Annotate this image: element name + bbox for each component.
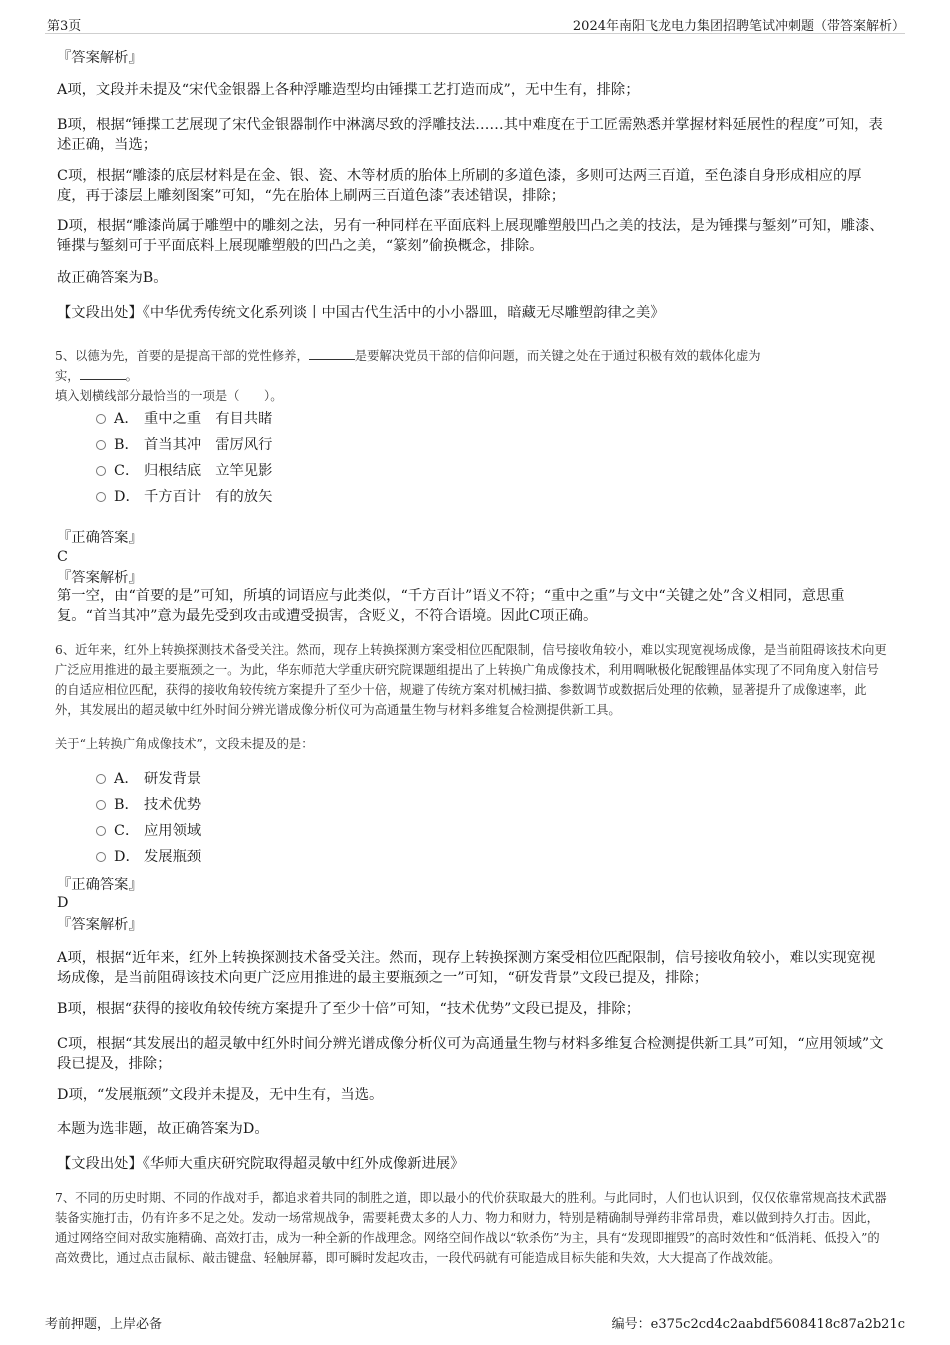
- radio-icon[interactable]: [96, 826, 106, 836]
- option-word-1: 重中之重: [144, 411, 202, 427]
- q5-stem-text-1: 5、以德为先，首要的是提高干部的党性修养，: [55, 349, 309, 363]
- radio-icon[interactable]: [96, 492, 106, 502]
- option-word-2: 有的放矢: [215, 489, 273, 505]
- q6-analysis-b: B项，根据“获得的接收角较传统方案提升了至少十倍”可知，“技术优势”文段已提及，排除；: [57, 1001, 641, 1017]
- option-word-1: 千方百计: [144, 489, 202, 505]
- radio-icon[interactable]: [96, 774, 106, 784]
- q5-answer: C: [57, 549, 68, 565]
- q6-analysis-label: 『答案解析』: [57, 917, 143, 933]
- q5-option-a[interactable]: [96, 409, 272, 429]
- option-word-1: 归根结底: [144, 463, 202, 479]
- q5-stem-text-2: 是要解决党员干部的信仰问题，而关键之处在于通过积极有效的载体化虚为: [354, 349, 761, 363]
- q6-answer-label: 『正确答案』: [57, 877, 143, 893]
- q6-option-a[interactable]: [96, 769, 201, 789]
- q4-analysis-b: B项，根据“锤揲工艺展现了宋代金银器制作中淋漓尽致的浮雕技法……其中难度在于工匠需熟悉并掌握材料延展性的程度”可知，表述正确，当选；: [57, 117, 883, 153]
- radio-icon[interactable]: [96, 414, 106, 424]
- q6-option-b[interactable]: [96, 795, 201, 815]
- document-title: 2024年南阳飞龙电力集团招聘笔试冲刺题（带答案解析）: [572, 19, 905, 34]
- q5-analysis-label: 『答案解析』: [57, 570, 143, 586]
- option-letter: C．: [114, 823, 140, 839]
- option-word-2: 雷厉风行: [215, 437, 273, 453]
- footer-slogan: 考前押题，上岸必备: [45, 1317, 163, 1332]
- option-letter: B．: [114, 797, 139, 813]
- q6-option-c[interactable]: [96, 821, 201, 841]
- q6-source: 【文段出处】《华师大重庆研究院取得超灵敏中红外成像新进展》: [57, 1156, 465, 1172]
- q4-analysis-c: C项，根据“雕漆的底层材料是在金、银、瓷、木等材质的胎体上所刷的多道色漆，多则可达两三百道，至色漆自身形成相应的厚度，再于漆层上雕刻图案”可知，“先在胎体上刷两三百道色漆”表述错误，排除；: [57, 168, 862, 204]
- q5-option-d[interactable]: [96, 487, 272, 507]
- q4-conclusion: 故正确答案为B。: [57, 270, 168, 286]
- q5-blank-2: [80, 367, 126, 380]
- q5-option-c[interactable]: [96, 461, 272, 481]
- option-text: 应用领域: [144, 823, 202, 839]
- q6-answer: D: [57, 895, 69, 911]
- q5-stem-text-3: 实，: [55, 369, 80, 383]
- q7-stem: 7、不同的历史时期、不同的作战对手，都追求着共同的制胜之道，即以最小的代价获取最大的胜利。与此同时，人们也认识到，仅仅依靠常规高技术武器装备实施打击，仍有许多不足之处。发动一场常规战争，需要耗费太多的人力、物力和财力，特别是精确制导弹药非常昂贵，难以做到持久打击。因此，通过网络空间对敌实施精确、高效打击，成为一种全新的作战理念。网络空间作战以“软杀伤”为主，具有“发现即摧毁”的高时效性和“低消耗、低投入”的高效费比，通过点击鼠标、敲击键盘、轻触屏幕，即可瞬时发起攻击，一段代码就有可能造成目标失能和失效，大大提高了作战效能。: [55, 1191, 887, 1265]
- q4-analysis-label: 『答案解析』: [57, 50, 143, 66]
- radio-icon[interactable]: [96, 800, 106, 810]
- q5-blank-1: [309, 347, 355, 360]
- q5-stem: [55, 346, 888, 386]
- q6-option-d[interactable]: [96, 847, 201, 867]
- option-text: 技术优势: [144, 797, 202, 813]
- radio-icon[interactable]: [96, 440, 106, 450]
- option-letter: D．: [114, 849, 140, 865]
- option-word-2: 有目共睹: [215, 411, 273, 427]
- option-letter: A．: [114, 771, 139, 787]
- footer-id: 编号：e375c2cd4c2aabdf5608418c87a2b21c: [611, 1317, 905, 1332]
- option-letter: D．: [114, 489, 140, 505]
- radio-icon[interactable]: [96, 852, 106, 862]
- option-letter: A．: [114, 411, 139, 427]
- q6-analysis-d: D项，“发展瓶颈”文段并未提及，无中生有，当选。: [57, 1087, 384, 1103]
- q6-stem: 6、近年来，红外上转换探测技术备受关注。然而，现存上转换探测方案受相位匹配限制，信号接收角较小，难以实现宽视场成像，是当前阻碍该技术向更广泛应用推进的最主要瓶颈之一。为此，华东师范大学重庆研究院课题组提出了上转换广角成像技术，利用啁啾极化铌酸锂晶体实现了不同角度入射信号的自适应相位匹配，获得的接收角较传统方案提升了至少十倍，规避了传统方案对机械扫描、参数调节或数据后处理的依赖，显著提升了成像速率，此外，其发展出的超灵敏中红外时间分辨光谱成像分析仪可为高通量生物与材料多维复合检测提供新工具。: [55, 643, 887, 717]
- option-letter: B．: [114, 437, 139, 453]
- q5-prompt: 填入划横线部分最恰当的一项是（ ）。: [55, 389, 283, 403]
- option-word-1: 首当其冲: [144, 437, 202, 453]
- q5-stem-text-4: 。: [125, 369, 138, 383]
- q4-analysis-d: D项，根据“雕漆尚属于雕塑中的雕刻之法，另有一种同样在平面底料上展现雕塑般凹凸之美的技法，是为锤揲与錾刻”可知，雕漆、锤揲与錾刻可于平面底料上展现雕塑般的凹凸之美，“篆刻”偷换概念，排除。: [57, 218, 884, 254]
- q6-prompt: 关于“上转换广角成像技术”，文段未提及的是：: [55, 737, 314, 751]
- header-divider: [45, 33, 905, 34]
- q5-analysis: 第一空，由“首要的是”可知，所填的词语应与此类似，“千方百计”语义不符；“重中之重”与文中“关键之处”含义相同，意思重复。“首当其冲”意为最先受到攻击或遭受损害，含贬义，不符合语境。因此C项正确。: [57, 588, 845, 624]
- option-text: 发展瓶颈: [144, 849, 202, 865]
- radio-icon[interactable]: [96, 466, 106, 476]
- option-letter: C．: [114, 463, 140, 479]
- q5-option-b[interactable]: [96, 435, 272, 455]
- q4-analysis-a: A项，文段并未提及“宋代金银器上各种浮雕造型均由锤揲工艺打造而成”，无中生有，排除；: [57, 82, 640, 98]
- q5-answer-label: 『正确答案』: [57, 530, 143, 546]
- q6-conclusion: 本题为选非题，故正确答案为D。: [57, 1121, 269, 1137]
- option-word-2: 立竿见影: [215, 463, 273, 479]
- q4-source: 【文段出处】《中华优秀传统文化系列谈丨中国古代生活中的小小器皿，暗藏无尽雕塑韵律之美》: [57, 305, 665, 321]
- q6-analysis-a: A项，根据“近年来，红外上转换探测技术备受关注。然而，现存上转换探测方案受相位匹配限制，信号接收角较小，难以实现宽视场成像，是当前阻碍该技术向更广泛应用推进的最主要瓶颈之一”可知，“研发背景”文段已提及，排除；: [57, 950, 876, 986]
- q6-analysis-c: C项，根据“其发展出的超灵敏中红外时间分辨光谱成像分析仪可为高通量生物与材料多维复合检测提供新工具”可知，“应用领域”文段已提及，排除；: [57, 1036, 884, 1072]
- page-number: 第3页: [47, 19, 82, 34]
- option-text: 研发背景: [144, 771, 202, 787]
